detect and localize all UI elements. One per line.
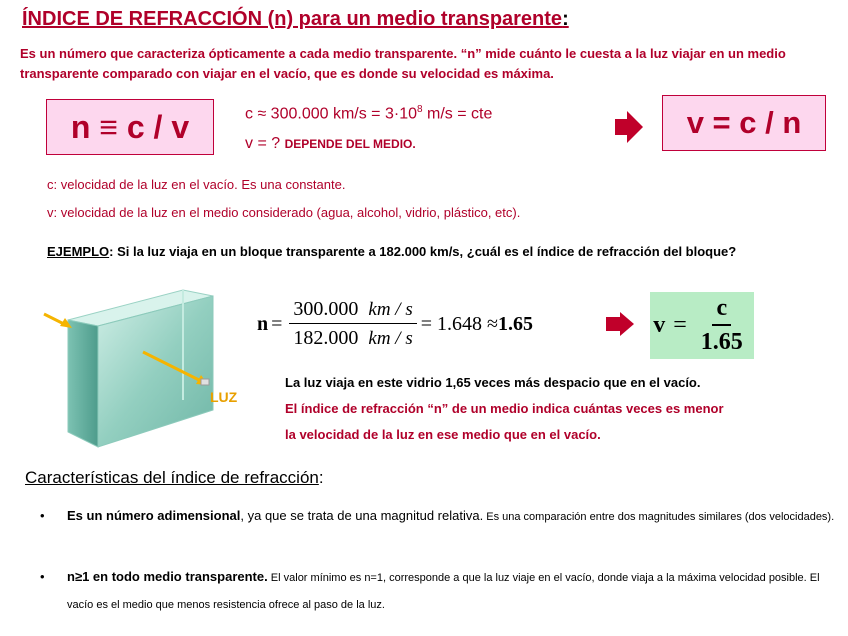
velocity-result-box: v = $\frac{c}{1.65}$: [650, 292, 754, 359]
formula-box: n ≡ c / v: [46, 99, 214, 155]
example-question: EJEMPLO: Si la luz viaja en un bloque transparente a 182.000 km/s, ¿cuál es el índice de refracción del bloque?: [47, 244, 737, 259]
note-index-meaning-2: la velocidad de la luz en ese medio que en el vacío.: [285, 427, 601, 442]
page-title: ÍNDICE DE REFRACCIÓN (n) para un medio transparente:: [22, 8, 569, 30]
result-box: v = c / n: [662, 95, 826, 151]
note-index-meaning-1: El índice de refracción “n” de un medio indica cuántas veces es menor: [285, 401, 724, 416]
intro-text: Es un número que caracteriza ópticamente a cada medio transparente. “n” mide cuánto le cuesta a la luz viajar en un medio transparente comparado con viajar en el vacío, que es donde su velocidad es máxima.: [20, 46, 786, 81]
medium-speed-line: v = ? DEPENDE DEL MEDIO.: [245, 135, 416, 152]
note-slower: La luz viaja en este vidrio 1,65 veces más despacio que en el vacío.: [285, 375, 701, 390]
calc-equals: =: [271, 312, 283, 335]
bullet-1-symbol: •: [40, 508, 45, 523]
right-arrow-icon: [615, 111, 643, 143]
right-arrow-icon: [606, 312, 634, 336]
speed-of-light-line: c ≈ 300.000 $km/s = 3\cdot 10^8$ m/s = cte: [245, 104, 493, 123]
bullet-1-text: Es un número adimensional, ya que se trata de una magnitud relativa. Es una comparación entre dos magnitudes similares (dos velocidades).: [67, 508, 835, 523]
refraction-calculation: n = $\frac{300.000 km / s}{182.000 km / s}$ = 1.648 ≈ 1.65: [257, 298, 533, 349]
bullet-2-text: n≥1 en todo medio transparente. El valor mínimo es n=1, corresponde a que la luz viaje en el vacío, donde viaja a la máxima velocidad posible. El vacío es el medio que menos resistencia ofrece al paso de la luz.: [67, 569, 820, 611]
bullet-2-symbol: •: [40, 569, 45, 584]
glass-block-illustration: [38, 282, 218, 452]
calc-n: n: [257, 312, 269, 335]
definition-c: c: velocidad de la luz en el vacío. Es una constante.: [47, 177, 346, 192]
definition-v: v: velocidad de la luz en el medio considerado (agua, alcohol, vidrio, plástico, etc).: [47, 205, 521, 220]
light-label: LUZ: [210, 389, 238, 405]
calc-fraction: $\frac{300.000 km / s}{182.000 km / s}$: [289, 298, 416, 350]
characteristics-heading: Características del índice de refracción:: [25, 468, 324, 487]
